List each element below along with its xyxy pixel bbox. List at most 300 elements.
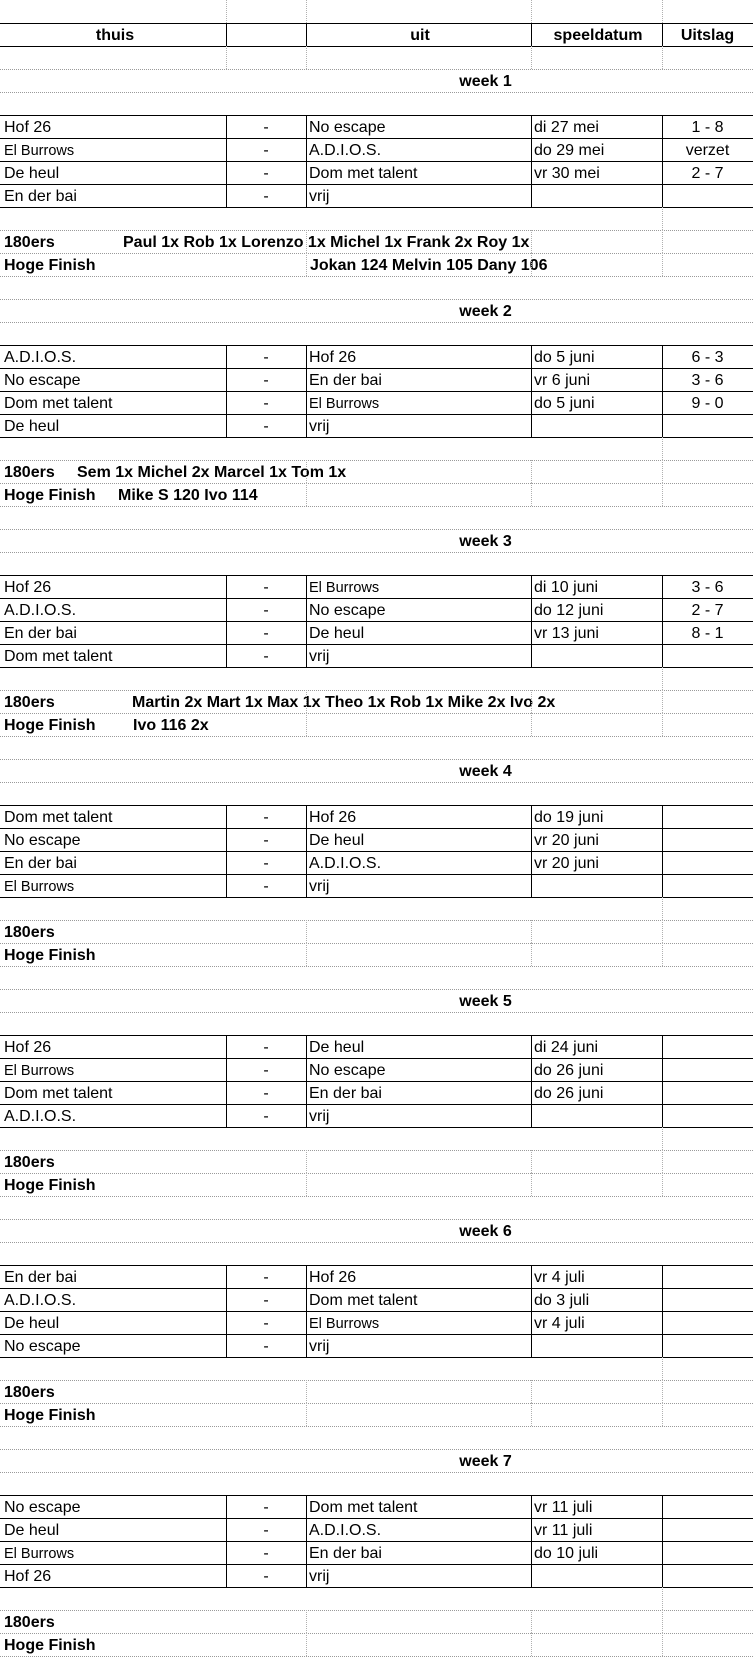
home-team[interactable]: No escape	[4, 372, 81, 389]
separator: -	[263, 188, 269, 205]
home-team[interactable]: En der bai	[4, 625, 77, 642]
column-border	[306, 943, 307, 966]
separator: -	[263, 1062, 269, 1079]
match-result[interactable]: 9 - 0	[691, 395, 724, 412]
match-result[interactable]	[662, 1081, 753, 1104]
away-team[interactable]: De heul	[309, 1039, 365, 1056]
column-border	[662, 437, 663, 460]
match-date[interactable]: do 5 juni	[534, 349, 595, 366]
column-border	[306, 1495, 307, 1518]
match-date[interactable]	[531, 184, 662, 207]
column-border	[662, 1058, 663, 1081]
match-row	[0, 138, 753, 161]
column-border	[226, 46, 227, 69]
hits-180-value[interactable]: Sem 1x Michel 2x Marcel 1x Tom 1x	[77, 464, 347, 481]
home-team[interactable]: A.D.I.O.S.	[4, 1108, 77, 1125]
column-border	[226, 1518, 227, 1541]
away-team[interactable]: En der bai	[309, 1545, 382, 1562]
match-date[interactable]: do 10 juli	[534, 1545, 599, 1562]
home-team[interactable]: De heul	[4, 1315, 60, 1332]
column-border	[531, 1035, 532, 1058]
match-result[interactable]	[662, 1564, 753, 1587]
away-team[interactable]: A.D.I.O.S.	[309, 855, 382, 872]
column-border	[306, 1633, 307, 1656]
column-border	[662, 644, 663, 667]
match-date[interactable]: do 29 mei	[534, 142, 605, 159]
match-result[interactable]	[662, 851, 753, 874]
column-border	[662, 161, 663, 184]
column-border	[531, 391, 532, 414]
column-border	[531, 1541, 532, 1564]
column-border	[662, 345, 663, 368]
away-team[interactable]: Hof 26	[309, 809, 357, 826]
empty-row	[0, 92, 753, 115]
match-result[interactable]	[662, 644, 753, 667]
away-team[interactable]: A.D.I.O.S.	[309, 142, 382, 159]
column-border	[226, 23, 227, 46]
empty-row	[0, 1242, 753, 1265]
column-border	[226, 1081, 227, 1104]
hits-180-label: 180ers	[4, 694, 55, 711]
column-border	[226, 391, 227, 414]
column-border	[226, 805, 227, 828]
separator: -	[263, 809, 269, 826]
match-date[interactable]: vr 4 juli	[534, 1269, 585, 1286]
home-team[interactable]: En der bai	[4, 188, 77, 205]
empty-row	[0, 1012, 753, 1035]
away-team[interactable]: En der bai	[309, 1085, 382, 1102]
match-result[interactable]: verzet	[685, 142, 730, 159]
home-team[interactable]: A.D.I.O.S.	[4, 1292, 77, 1309]
column-border	[306, 1104, 307, 1127]
match-result[interactable]	[662, 1288, 753, 1311]
column-border	[306, 874, 307, 897]
high-finish-row	[0, 253, 753, 276]
match-date[interactable]: vr 20 juni	[534, 832, 599, 849]
week-title-row	[0, 299, 753, 322]
away-team[interactable]: vrij	[309, 1108, 330, 1125]
home-team[interactable]: Hof 26	[4, 119, 52, 136]
column-border	[306, 1058, 307, 1081]
column-border	[306, 1150, 307, 1173]
match-row	[0, 184, 753, 207]
home-team[interactable]: A.D.I.O.S.	[4, 602, 77, 619]
away-team[interactable]: vrij	[309, 418, 330, 435]
match-date[interactable]: di 10 juni	[534, 579, 599, 596]
column-border	[531, 483, 532, 506]
column-border	[531, 690, 532, 713]
separator: -	[263, 119, 269, 136]
match-row	[0, 1564, 753, 1587]
column-border	[531, 184, 532, 207]
column-border	[306, 1610, 307, 1633]
column-border	[306, 575, 307, 598]
high-finish-label: Hoge Finish	[4, 717, 96, 734]
high-finish-row	[0, 1633, 753, 1656]
away-team[interactable]: No escape	[309, 1062, 386, 1079]
column-border	[306, 46, 307, 69]
hits-180-value[interactable]: Martin 2x Mart 1x Max 1x Theo 1x Rob 1x Mike 2x Ivo 2x	[132, 694, 556, 711]
column-border	[226, 621, 227, 644]
match-date[interactable]	[531, 1104, 662, 1127]
match-date[interactable]: do 26 juni	[534, 1085, 604, 1102]
column-border	[226, 184, 227, 207]
match-date[interactable]: vr 11 juli	[534, 1522, 593, 1539]
column-border	[531, 161, 532, 184]
home-team[interactable]: A.D.I.O.S.	[4, 349, 77, 366]
match-result[interactable]	[662, 1265, 753, 1288]
high-finish-row	[0, 943, 753, 966]
column-border	[226, 851, 227, 874]
column-border	[662, 253, 663, 276]
match-result[interactable]	[662, 1311, 753, 1334]
hits-180-row	[0, 1610, 753, 1633]
match-row	[0, 805, 753, 828]
column-border	[226, 1035, 227, 1058]
home-team[interactable]: De heul	[4, 165, 60, 182]
hits-180-row	[0, 1380, 753, 1403]
column-border	[662, 1081, 663, 1104]
high-finish-label: Hoge Finish	[4, 947, 96, 964]
hits-180-label: 180ers	[4, 1614, 55, 1631]
empty-row	[0, 1472, 753, 1495]
column-border	[662, 1334, 663, 1357]
away-team[interactable]: A.D.I.O.S.	[309, 1522, 382, 1539]
match-row	[0, 1518, 753, 1541]
empty-row	[0, 1357, 753, 1380]
column-border	[662, 207, 663, 230]
separator: -	[263, 142, 269, 159]
column-border	[306, 1288, 307, 1311]
home-team[interactable]: En der bai	[4, 855, 77, 872]
match-result[interactable]: 2 - 7	[691, 165, 724, 182]
match-row	[0, 1288, 753, 1311]
column-border	[531, 851, 532, 874]
home-team[interactable]: El Burrows	[4, 143, 75, 159]
column-border	[226, 644, 227, 667]
match-date[interactable]: vr 13 juni	[534, 625, 599, 642]
separator: -	[263, 648, 269, 665]
column-border	[226, 828, 227, 851]
column-border	[531, 1610, 532, 1633]
away-team[interactable]: En der bai	[309, 372, 382, 389]
column-border	[662, 690, 663, 713]
column-border	[662, 483, 663, 506]
column-border	[531, 805, 532, 828]
column-border	[226, 1058, 227, 1081]
column-border	[662, 138, 663, 161]
empty-row	[0, 1196, 753, 1219]
away-team[interactable]: De heul	[309, 625, 365, 642]
match-date[interactable]: di 27 mei	[534, 119, 599, 136]
match-date[interactable]: do 3 juli	[534, 1292, 590, 1309]
column-border	[662, 1380, 663, 1403]
column-border	[226, 874, 227, 897]
match-row	[0, 1334, 753, 1357]
match-date[interactable]	[531, 1334, 662, 1357]
match-result[interactable]	[662, 1035, 753, 1058]
week-title: week 1	[459, 73, 512, 90]
match-date[interactable]: vr 11 juli	[534, 1499, 593, 1516]
empty-row	[0, 1587, 753, 1610]
column-border	[662, 621, 663, 644]
match-row	[0, 1495, 753, 1518]
column-border	[306, 138, 307, 161]
match-result[interactable]: 3 - 6	[691, 579, 724, 596]
column-border	[531, 1081, 532, 1104]
column-border	[226, 115, 227, 138]
away-team[interactable]: vrij	[309, 878, 330, 895]
home-team[interactable]: De heul	[4, 1522, 60, 1539]
match-result[interactable]: 8 - 1	[691, 625, 724, 642]
match-date[interactable]	[531, 644, 662, 667]
away-team[interactable]: No escape	[309, 119, 386, 136]
column-border	[662, 713, 663, 736]
away-team[interactable]: No escape	[309, 602, 386, 619]
match-date[interactable]: vr 20 juni	[534, 855, 599, 872]
column-border	[531, 644, 532, 667]
column-border	[662, 1357, 663, 1380]
column-border	[531, 1173, 532, 1196]
header-speeldatum[interactable]: speeldatum	[553, 27, 643, 44]
column-border	[531, 713, 532, 736]
hits-180-value[interactable]: Paul 1x Rob 1x Lorenzo 1x Michel 1x Frank 2x Roy 1x	[123, 234, 530, 251]
match-row	[0, 828, 753, 851]
match-result[interactable]	[662, 1518, 753, 1541]
away-team[interactable]: El Burrows	[309, 1316, 380, 1332]
column-border	[306, 1518, 307, 1541]
match-row	[0, 575, 753, 598]
away-team[interactable]: Dom met talent	[309, 165, 418, 182]
match-result[interactable]	[662, 874, 753, 897]
away-team[interactable]: vrij	[309, 648, 330, 665]
match-date[interactable]: do 19 juni	[534, 809, 604, 826]
match-row	[0, 345, 753, 368]
week-title: week 6	[459, 1223, 512, 1240]
column-border	[662, 874, 663, 897]
column-border	[531, 575, 532, 598]
column-border	[531, 1564, 532, 1587]
away-team[interactable]: De heul	[309, 832, 365, 849]
header-uitslag[interactable]: Uitslag	[680, 27, 735, 44]
column-border	[531, 345, 532, 368]
week-title-row	[0, 989, 753, 1012]
column-border	[662, 1518, 663, 1541]
hits-180-row	[0, 920, 753, 943]
match-date[interactable]: di 24 juni	[534, 1039, 599, 1056]
match-date[interactable]: vr 6 juni	[534, 372, 591, 389]
match-result[interactable]	[662, 184, 753, 207]
empty-row	[0, 46, 753, 69]
high-finish-row	[0, 1403, 753, 1426]
home-team[interactable]: No escape	[4, 832, 81, 849]
match-result[interactable]	[662, 828, 753, 851]
match-result[interactable]: 6 - 3	[691, 349, 724, 366]
match-result[interactable]: 2 - 7	[691, 602, 724, 619]
column-border	[662, 1403, 663, 1426]
match-result[interactable]	[662, 1334, 753, 1357]
separator: -	[263, 1499, 269, 1516]
separator: -	[263, 1292, 269, 1309]
separator: -	[263, 1545, 269, 1562]
home-team[interactable]: Dom met talent	[4, 648, 113, 665]
away-team[interactable]: vrij	[309, 1568, 330, 1585]
column-border	[662, 1173, 663, 1196]
column-border	[662, 23, 663, 46]
column-border	[662, 1610, 663, 1633]
column-border	[226, 0, 227, 23]
separator: -	[263, 878, 269, 895]
match-date[interactable]	[531, 874, 662, 897]
empty-row	[0, 506, 753, 529]
away-team[interactable]: El Burrows	[309, 580, 380, 596]
match-date[interactable]: vr 30 mei	[534, 165, 600, 182]
column-border	[306, 1311, 307, 1334]
match-result[interactable]: 3 - 6	[691, 372, 724, 389]
column-border	[662, 414, 663, 437]
column-border	[306, 690, 307, 713]
column-border	[662, 1265, 663, 1288]
match-row	[0, 161, 753, 184]
separator: -	[263, 372, 269, 389]
home-team[interactable]: El Burrows	[4, 1546, 75, 1562]
column-border	[306, 1035, 307, 1058]
column-border	[306, 1403, 307, 1426]
home-team[interactable]: Hof 26	[4, 579, 52, 596]
column-border	[306, 483, 307, 506]
match-result[interactable]	[662, 414, 753, 437]
separator: -	[263, 1039, 269, 1056]
column-border	[662, 920, 663, 943]
column-border	[531, 943, 532, 966]
separator: -	[263, 418, 269, 435]
high-finish-label: Hoge Finish	[4, 1637, 96, 1654]
match-row	[0, 1104, 753, 1127]
high-finish-row	[0, 483, 753, 506]
match-date[interactable]	[531, 414, 662, 437]
empty-row	[0, 897, 753, 920]
away-team[interactable]: Hof 26	[309, 349, 357, 366]
column-border	[531, 598, 532, 621]
high-finish-value[interactable]: Jokan 124 Melvin 105 Dany 106	[310, 257, 548, 274]
column-border	[531, 874, 532, 897]
column-border	[531, 1495, 532, 1518]
home-team[interactable]: En der bai	[4, 1269, 77, 1286]
match-result[interactable]: 1 - 8	[691, 119, 724, 136]
match-row	[0, 1081, 753, 1104]
column-border	[531, 115, 532, 138]
home-team[interactable]: No escape	[4, 1499, 81, 1516]
match-row	[0, 414, 753, 437]
separator: -	[263, 1315, 269, 1332]
column-border	[306, 1173, 307, 1196]
match-result[interactable]	[662, 805, 753, 828]
week-title-row	[0, 759, 753, 782]
week-title: week 4	[459, 763, 512, 780]
away-team[interactable]: Hof 26	[309, 1269, 357, 1286]
hits-180-row	[0, 230, 753, 253]
high-finish-value[interactable]: Ivo 116 2x	[133, 717, 209, 734]
away-team[interactable]: Dom met talent	[309, 1499, 418, 1516]
column-border	[531, 460, 532, 483]
column-border	[226, 1265, 227, 1288]
week-title-row	[0, 69, 753, 92]
separator: -	[263, 1338, 269, 1355]
empty-row	[0, 667, 753, 690]
home-team[interactable]: No escape	[4, 1338, 81, 1355]
match-result[interactable]	[662, 1058, 753, 1081]
column-border	[306, 230, 307, 253]
home-team[interactable]: El Burrows	[4, 879, 75, 895]
column-border	[662, 0, 663, 23]
match-row	[0, 115, 753, 138]
column-border	[226, 138, 227, 161]
column-border	[531, 368, 532, 391]
empty-row	[0, 736, 753, 759]
match-result[interactable]	[662, 1104, 753, 1127]
empty-row	[0, 782, 753, 805]
empty-row	[0, 966, 753, 989]
hits-180-row	[0, 460, 753, 483]
high-finish-value[interactable]: Mike S 120 Ivo 114	[118, 487, 258, 504]
column-border	[662, 897, 663, 920]
away-team[interactable]: El Burrows	[309, 396, 380, 412]
column-border	[306, 414, 307, 437]
match-date[interactable]: do 26 juni	[534, 1062, 604, 1079]
separator: -	[263, 1085, 269, 1102]
column-border	[306, 851, 307, 874]
home-team[interactable]: Hof 26	[4, 1568, 52, 1585]
column-border	[226, 1311, 227, 1334]
header-thuis[interactable]: thuis	[95, 27, 135, 44]
match-row	[0, 1058, 753, 1081]
column-border	[662, 230, 663, 253]
column-border	[306, 920, 307, 943]
column-border	[226, 161, 227, 184]
match-date[interactable]: do 5 juni	[534, 395, 595, 412]
column-border	[662, 1564, 663, 1587]
column-border	[531, 920, 532, 943]
away-team[interactable]: vrij	[309, 188, 330, 205]
column-border	[306, 1564, 307, 1587]
home-team[interactable]: El Burrows	[4, 1063, 75, 1079]
away-team[interactable]: Dom met talent	[309, 1292, 418, 1309]
column-border	[306, 644, 307, 667]
home-team[interactable]: De heul	[4, 418, 60, 435]
match-row	[0, 391, 753, 414]
column-border	[531, 1380, 532, 1403]
empty-row	[0, 0, 753, 23]
match-result[interactable]	[662, 1541, 753, 1564]
column-border	[531, 621, 532, 644]
home-team[interactable]: Dom met talent	[4, 395, 113, 412]
empty-row	[0, 1127, 753, 1150]
match-result[interactable]	[662, 1495, 753, 1518]
match-date[interactable]	[531, 1564, 662, 1587]
separator: -	[263, 165, 269, 182]
home-team[interactable]: Hof 26	[4, 1039, 52, 1056]
home-team[interactable]: Dom met talent	[4, 1085, 113, 1102]
header-uit[interactable]: uit	[410, 27, 430, 44]
column-border	[306, 253, 307, 276]
week-title: week 3	[459, 533, 512, 550]
away-team[interactable]: vrij	[309, 1338, 330, 1355]
match-date[interactable]: do 12 juni	[534, 602, 604, 619]
home-team[interactable]: Dom met talent	[4, 809, 113, 826]
column-border	[531, 1518, 532, 1541]
column-border	[531, 1150, 532, 1173]
match-date[interactable]: vr 4 juli	[534, 1315, 585, 1332]
